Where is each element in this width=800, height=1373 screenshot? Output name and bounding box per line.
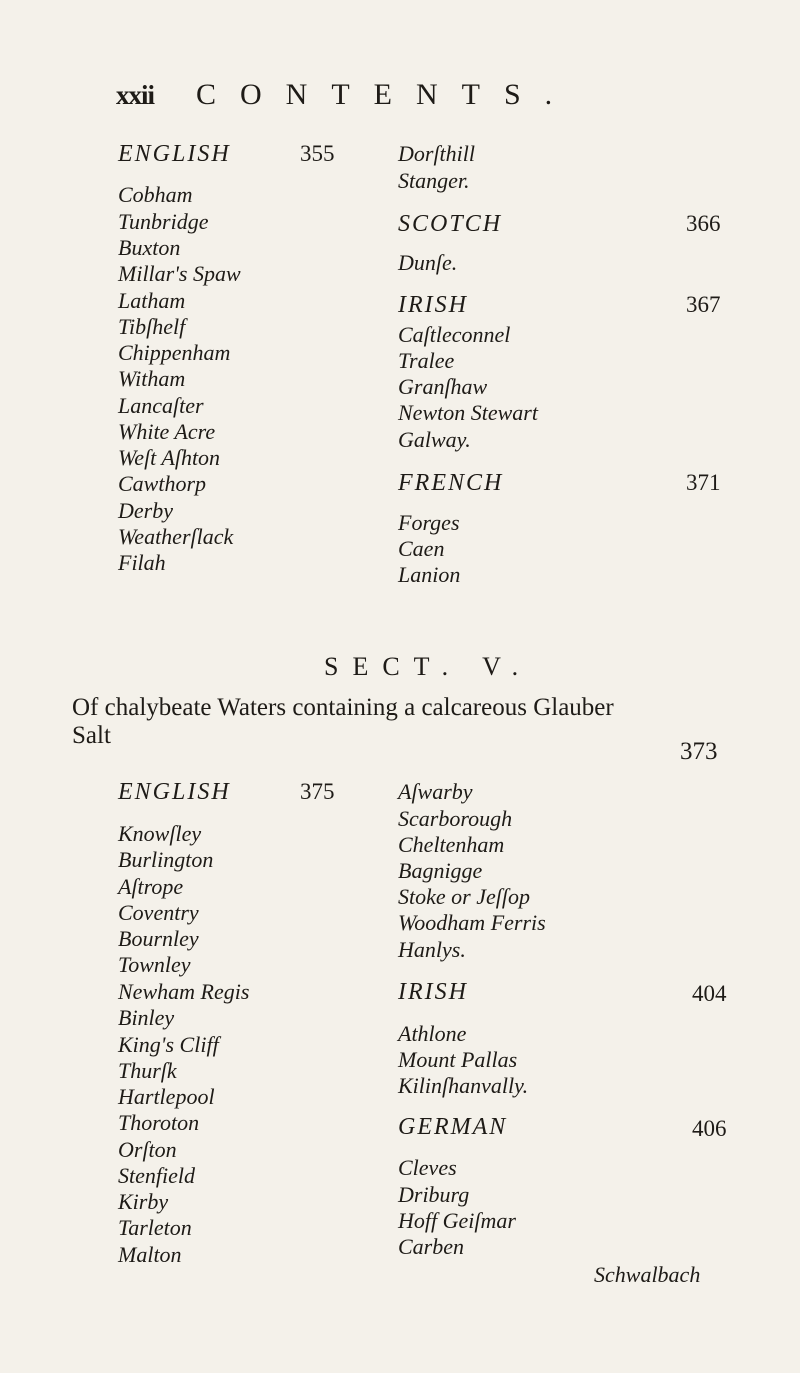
scotch-page: 366 [686, 211, 721, 236]
list-item: Driburg [398, 1182, 470, 1207]
list-item: Bournley [118, 926, 199, 951]
list-item: Newton Stewart [398, 400, 538, 425]
list-item: Woodham Ferris [398, 910, 546, 935]
list-item: Witham [118, 366, 186, 391]
list-item: Cheltenham [398, 832, 505, 857]
list-item: Buxton [118, 235, 181, 260]
catchword: Schwalbach [594, 1262, 701, 1287]
list-item: Cleves [398, 1155, 457, 1180]
list-item: Forges [398, 510, 460, 535]
list-item: Scarborough [398, 806, 513, 831]
list-item: Mount Pallas [398, 1047, 518, 1072]
list-item: Aſtrope [118, 874, 184, 899]
page-title: CONTENTS. [196, 78, 577, 111]
list-item: Orſton [118, 1137, 177, 1162]
section-description-page: 373 [680, 738, 718, 765]
list-item: Malton [118, 1242, 182, 1267]
list-item: Millar's Spaw [118, 261, 241, 286]
english-heading: ENGLISH [118, 779, 231, 805]
french-page: 371 [686, 470, 721, 495]
irish-page: 404 [692, 981, 727, 1006]
english-page: 355 [300, 141, 335, 166]
list-item: Cawthorp [118, 471, 207, 496]
list-item: Kirby [118, 1189, 169, 1214]
list-item: King's Cliff [118, 1032, 219, 1057]
list-item: Stoke or Jeſſop [398, 884, 530, 909]
list-item: Carben [398, 1234, 464, 1259]
list-item: Athlone [398, 1021, 467, 1046]
list-item: Kilinſhanvally. [398, 1073, 529, 1098]
irish-heading: IRISH [398, 292, 468, 318]
list-item: Caen [398, 536, 445, 561]
list-item: Binley [118, 1005, 175, 1030]
list-item: Coventry [118, 900, 199, 925]
german-page: 406 [692, 1116, 727, 1141]
list-item: Weatherſlack [118, 524, 234, 549]
scotch-heading: SCOTCH [398, 211, 503, 237]
list-item: Lancaſter [118, 393, 204, 418]
list-item: Knowſley [118, 821, 202, 846]
section-title: SECT. V. [324, 652, 533, 681]
list-item: Granſhaw [398, 374, 488, 399]
list-item: Tralee [398, 348, 455, 373]
section-description-cont: Salt [72, 722, 111, 749]
list-item: Stenfield [118, 1163, 195, 1188]
page-number: xxii [116, 80, 155, 110]
irish-page: 367 [686, 292, 721, 317]
list-item: Aſwarby [398, 779, 473, 804]
list-item: Derby [118, 498, 173, 523]
list-item: White Acre [118, 419, 216, 444]
list-item: Dunſe. [398, 250, 458, 275]
list-item: Chippenham [118, 340, 231, 365]
list-item: Burlington [118, 847, 214, 872]
list-item: Stanger. [398, 168, 470, 193]
list-item: Hanlys. [398, 937, 466, 962]
section-description: Of chalybeate Waters containing a calcareous Glauber [72, 694, 614, 721]
list-item: Tunbridge [118, 209, 209, 234]
german-heading: GERMAN [398, 1114, 508, 1140]
list-item: Cobham [118, 182, 193, 207]
list-item: Galway. [398, 427, 471, 452]
list-item: Latham [118, 288, 186, 313]
list-item: Lanion [398, 562, 461, 587]
list-item: Townley [118, 952, 191, 977]
list-item: Weſt Aſhton [118, 445, 221, 470]
list-item: Caſtleconnel [398, 322, 511, 347]
list-item: Tarleton [118, 1215, 192, 1240]
list-item: Bagnigge [398, 858, 483, 883]
list-item: Hartlepool [118, 1084, 215, 1109]
list-item: Tibſhelf [118, 314, 186, 339]
irish-heading: IRISH [398, 979, 468, 1005]
list-item: Filah [118, 550, 166, 575]
french-heading: FRENCH [398, 470, 504, 496]
list-item: Newham Regis [118, 979, 250, 1004]
list-item: Thurſk [118, 1058, 177, 1083]
list-item: Dorſthill [398, 141, 476, 166]
list-item: Hoff Geiſmar [398, 1208, 516, 1233]
english-page: 375 [300, 779, 335, 804]
english-heading: ENGLISH [118, 141, 231, 167]
list-item: Thoroton [118, 1110, 200, 1135]
